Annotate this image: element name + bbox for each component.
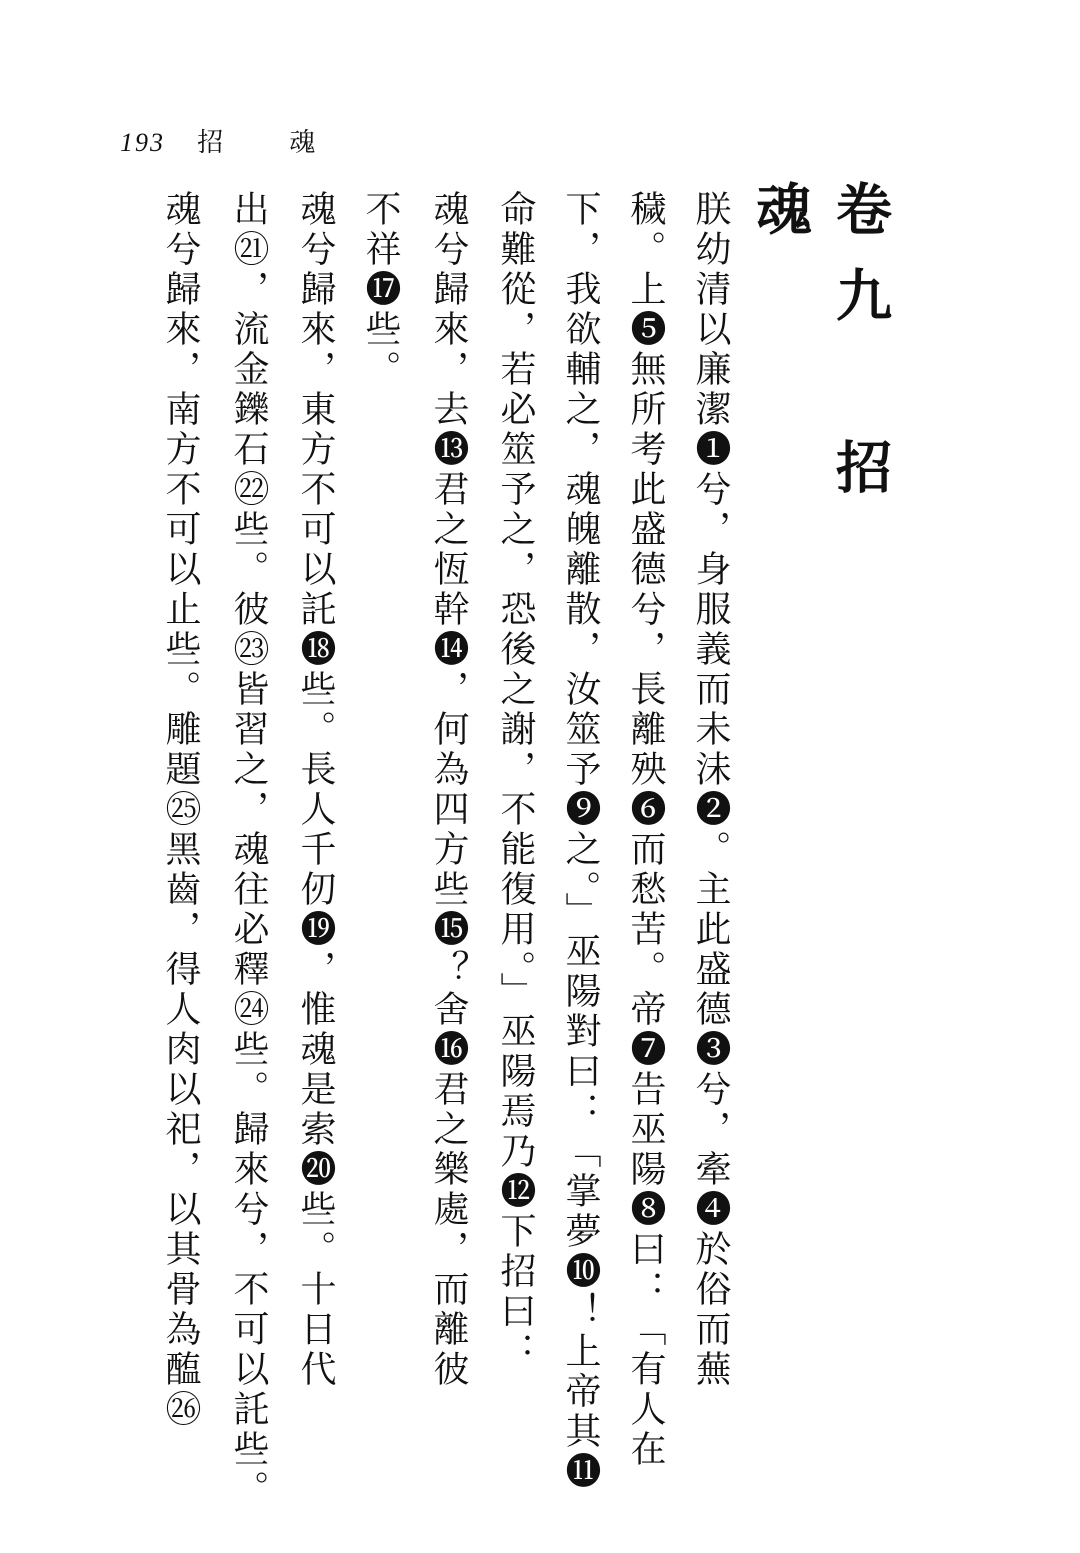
page-number: 193 <box>120 128 165 157</box>
text-column-3: 下，我欲輔之，魂魄離散，汝筮予❾之。」巫陽對曰：「掌夢❿！上帝其⓫ <box>560 190 601 1492</box>
text-column-1: 朕幼清以廉潔❶兮，身服義而未沬❷。主此盛德❸兮，牽❹於俗而蕪 <box>690 190 731 1390</box>
text-column-6: 不祥⓱些。 <box>360 190 401 390</box>
text-column-2: 穢。上❺無所考此盛德兮，長離殃❻而愁苦。帝❼告巫陽❽曰：「有人在 <box>625 190 666 1470</box>
text-column-9: 魂兮歸來，南方不可以止些。雕題㉕黑齒，得人肉以祀，以其骨為醢㉖ <box>160 190 201 1430</box>
running-title: 招 魂 <box>197 128 336 158</box>
text-column-4: 命難從，若必筮予之，恐後之謝，不能復用。」巫陽焉乃⓬下招曰： <box>495 190 536 1372</box>
text-column-7: 魂兮歸來，東方不可以託⓲些。長人千仞⓳，惟魂是索⓴些。十日代 <box>295 190 336 1390</box>
running-header <box>120 122 335 159</box>
text-column-5: 魂兮歸來，去⓭君之恆幹⓮，何為四方些⓯？舍⓰君之樂處，而離彼 <box>428 190 469 1390</box>
chapter-heading: 卷九 招魂 <box>747 180 893 524</box>
text-column-8: 出㉑，流金鑠石㉒些。彼㉓皆習之，魂往必釋㉔些。歸來兮，不可以託些。 <box>228 190 269 1510</box>
